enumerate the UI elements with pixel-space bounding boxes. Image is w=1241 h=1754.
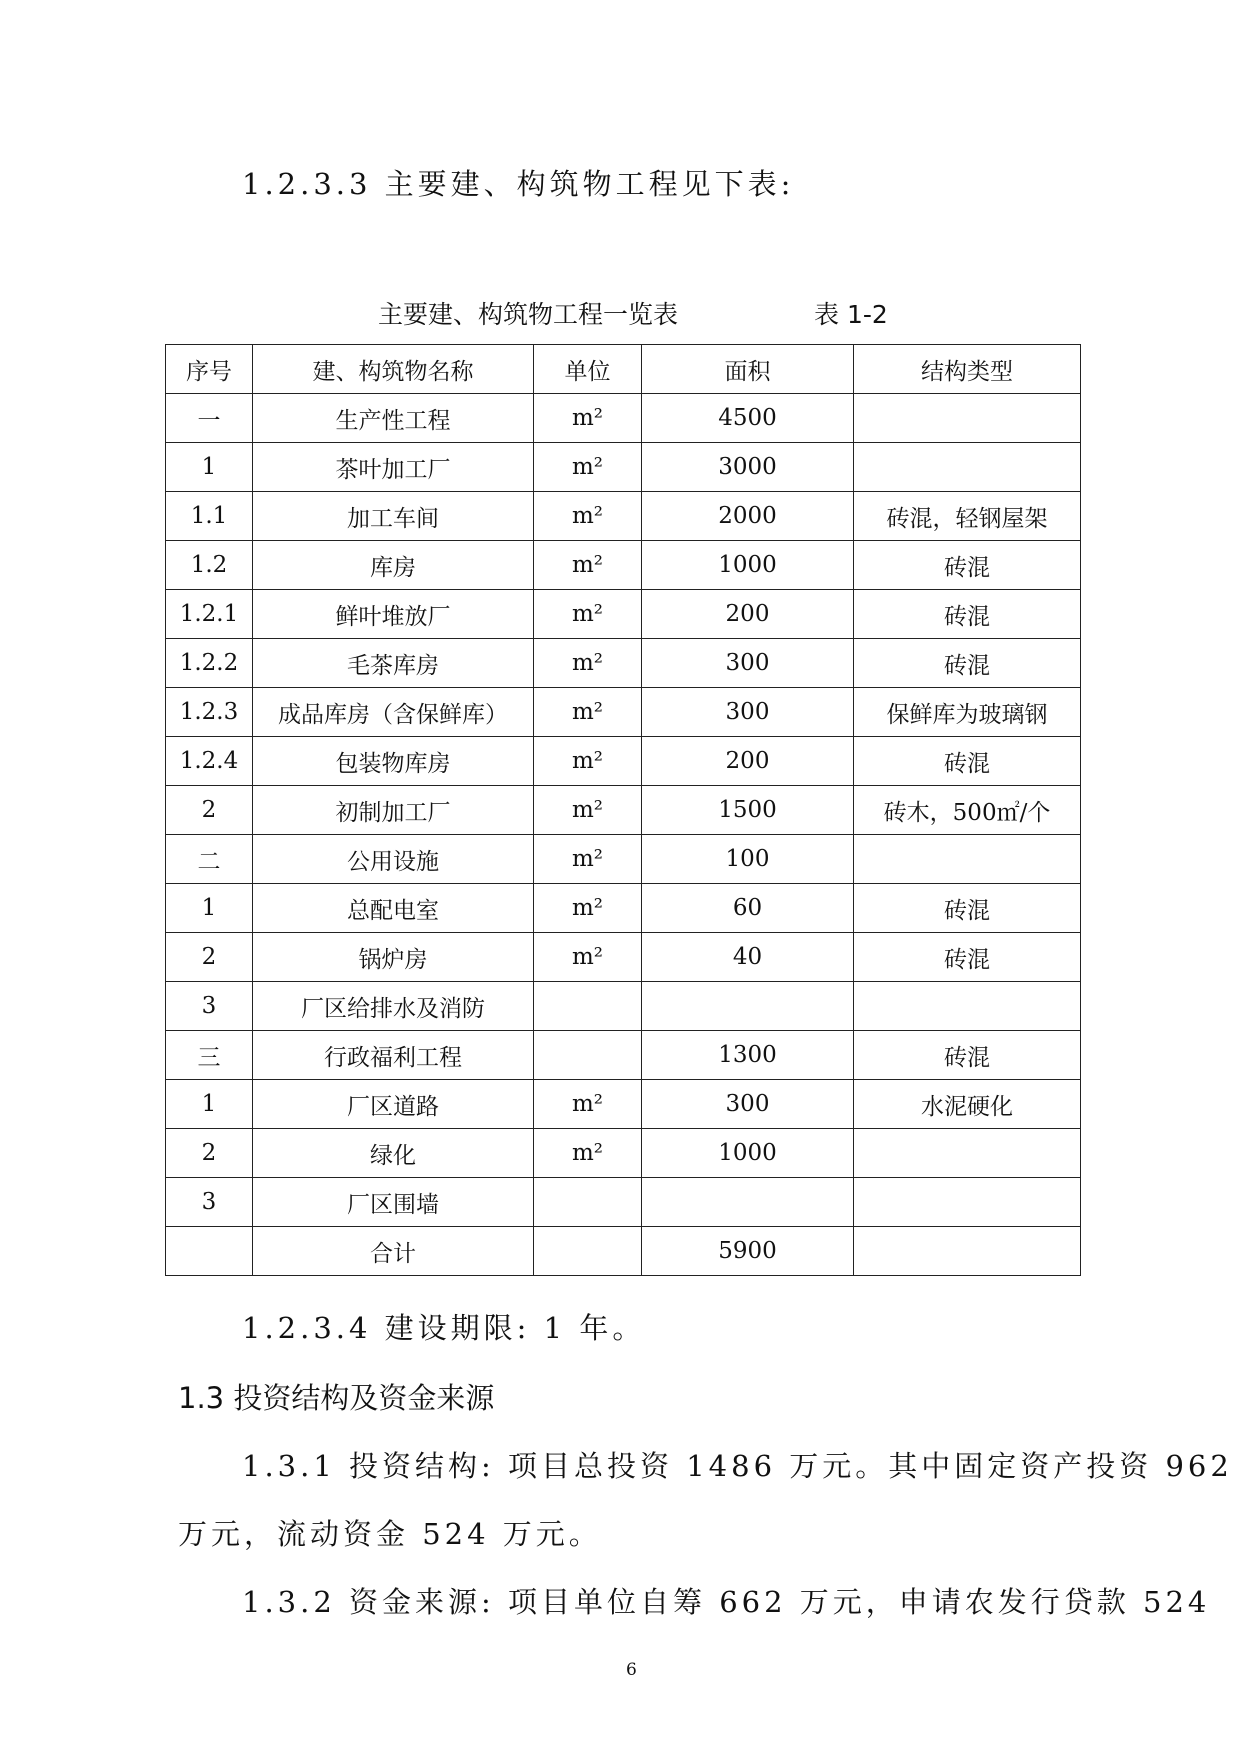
area-cell: 1500 [642, 786, 854, 835]
name-cell: 厂区围墙 [253, 1178, 534, 1227]
area-cell: 4500 [642, 394, 854, 443]
row-number-cell: 1.2.3 [166, 688, 253, 737]
area-cell [642, 1178, 854, 1227]
area-cell: 300 [642, 639, 854, 688]
name-cell: 成品库房（含保鲜库） [253, 688, 534, 737]
row-number-cell: 1 [166, 884, 253, 933]
unit-cell: m² [534, 541, 642, 590]
table-row [166, 492, 1081, 541]
name-cell: 厂区给排水及消防 [253, 982, 534, 1031]
row-number-cell: 1.2 [166, 541, 253, 590]
structure-cell: 砖混 [854, 737, 1081, 786]
area-cell: 200 [642, 590, 854, 639]
row-number-cell: 1 [166, 443, 253, 492]
table-number: 表 1-2 [814, 300, 888, 329]
table-row [166, 1178, 1081, 1227]
unit-cell [534, 1227, 642, 1276]
name-cell: 库房 [253, 541, 534, 590]
area-cell: 3000 [642, 443, 854, 492]
unit-cell: m² [534, 933, 642, 982]
header-cell: 序号 [166, 345, 253, 394]
structure-cell [854, 1178, 1081, 1227]
unit-cell: m² [534, 492, 642, 541]
name-cell: 鲜叶堆放厂 [253, 590, 534, 639]
table-row [166, 1031, 1081, 1080]
table-row [166, 1227, 1081, 1276]
investment-paragraph-line-2: 万元，流动资金 524 万元。 [178, 1517, 602, 1551]
unit-cell: m² [534, 1080, 642, 1129]
page-number: 6 [626, 1660, 637, 1680]
structure-cell: 砖混 [854, 639, 1081, 688]
unit-cell [534, 1031, 642, 1080]
name-cell: 包装物库房 [253, 737, 534, 786]
buildings-table [165, 344, 1081, 1276]
table-row [166, 639, 1081, 688]
table-row [166, 443, 1081, 492]
subsection-heading: 1.2.3.3 主要建、构筑物工程见下表: [242, 167, 795, 201]
area-cell: 200 [642, 737, 854, 786]
unit-cell: m² [534, 688, 642, 737]
structure-cell: 砖混 [854, 590, 1081, 639]
table-row [166, 737, 1081, 786]
row-number-cell: 1.2.2 [166, 639, 253, 688]
area-cell: 5900 [642, 1227, 854, 1276]
area-cell [642, 982, 854, 1031]
structure-cell [854, 443, 1081, 492]
area-cell: 1000 [642, 541, 854, 590]
row-number-cell: 1.2.1 [166, 590, 253, 639]
header-cell: 面积 [642, 345, 854, 394]
row-number-cell: 2 [166, 933, 253, 982]
structure-cell: 砖混 [854, 933, 1081, 982]
table-row [166, 541, 1081, 590]
name-cell: 合计 [253, 1227, 534, 1276]
header-cell: 单位 [534, 345, 642, 394]
structure-cell [854, 1227, 1081, 1276]
name-cell: 加工车间 [253, 492, 534, 541]
area-cell: 300 [642, 688, 854, 737]
unit-cell [534, 982, 642, 1031]
area-cell: 60 [642, 884, 854, 933]
row-number-cell: 三 [166, 1031, 253, 1080]
table-row [166, 394, 1081, 443]
structure-cell [854, 394, 1081, 443]
structure-cell [854, 1129, 1081, 1178]
name-cell: 公用设施 [253, 835, 534, 884]
table-row [166, 933, 1081, 982]
investment-paragraph-line-1: 1.3.1 投资结构: 项目总投资 1486 万元。其中固定资产投资 962 [242, 1449, 1233, 1483]
table-header-row [166, 345, 1081, 394]
construction-period-paragraph: 1.2.3.4 建设期限: 1 年。 [242, 1311, 646, 1345]
area-cell: 2000 [642, 492, 854, 541]
table-row [166, 1080, 1081, 1129]
table-row [166, 982, 1081, 1031]
unit-cell: m² [534, 443, 642, 492]
row-number-cell: 1 [166, 1080, 253, 1129]
row-number-cell: 3 [166, 1178, 253, 1227]
structure-cell: 砖混，轻钢屋架 [854, 492, 1081, 541]
structure-cell [854, 835, 1081, 884]
structure-cell: 砖混 [854, 1031, 1081, 1080]
name-cell: 总配电室 [253, 884, 534, 933]
structure-cell [854, 982, 1081, 1031]
structure-cell: 砖混 [854, 884, 1081, 933]
name-cell: 厂区道路 [253, 1080, 534, 1129]
table-row [166, 786, 1081, 835]
table-row [166, 884, 1081, 933]
structure-cell: 砖木，500㎡/个 [854, 786, 1081, 835]
unit-cell: m² [534, 786, 642, 835]
section-title: 1.3 投资结构及资金来源 [178, 1381, 495, 1415]
unit-cell: m² [534, 590, 642, 639]
row-number-cell: 二 [166, 835, 253, 884]
row-number-cell: 一 [166, 394, 253, 443]
table-row [166, 835, 1081, 884]
header-cell: 结构类型 [854, 345, 1081, 394]
name-cell: 初制加工厂 [253, 786, 534, 835]
name-cell: 生产性工程 [253, 394, 534, 443]
area-cell: 1300 [642, 1031, 854, 1080]
area-cell: 100 [642, 835, 854, 884]
table-row [166, 688, 1081, 737]
row-number-cell: 2 [166, 1129, 253, 1178]
structure-cell: 水泥硬化 [854, 1080, 1081, 1129]
structure-cell: 保鲜库为玻璃钢 [854, 688, 1081, 737]
unit-cell: m² [534, 639, 642, 688]
unit-cell: m² [534, 884, 642, 933]
row-number-cell [166, 1227, 253, 1276]
name-cell: 茶叶加工厂 [253, 443, 534, 492]
row-number-cell: 2 [166, 786, 253, 835]
table-row [166, 590, 1081, 639]
name-cell: 锅炉房 [253, 933, 534, 982]
row-number-cell: 1.2.4 [166, 737, 253, 786]
table-title: 主要建、构筑物工程一览表 [378, 300, 679, 329]
row-number-cell: 1.1 [166, 492, 253, 541]
table-row [166, 1129, 1081, 1178]
unit-cell: m² [534, 394, 642, 443]
unit-cell: m² [534, 835, 642, 884]
name-cell: 毛茶库房 [253, 639, 534, 688]
name-cell: 绿化 [253, 1129, 534, 1178]
unit-cell [534, 1178, 642, 1227]
area-cell: 40 [642, 933, 854, 982]
header-cell: 建、构筑物名称 [253, 345, 534, 394]
structure-cell: 砖混 [854, 541, 1081, 590]
table-body [166, 345, 1081, 1276]
unit-cell: m² [534, 737, 642, 786]
row-number-cell: 3 [166, 982, 253, 1031]
area-cell: 300 [642, 1080, 854, 1129]
name-cell: 行政福利工程 [253, 1031, 534, 1080]
unit-cell: m² [534, 1129, 642, 1178]
funding-paragraph: 1.3.2 资金来源: 项目单位自筹 662 万元，申请农发行贷款 524 [242, 1585, 1211, 1619]
area-cell: 1000 [642, 1129, 854, 1178]
